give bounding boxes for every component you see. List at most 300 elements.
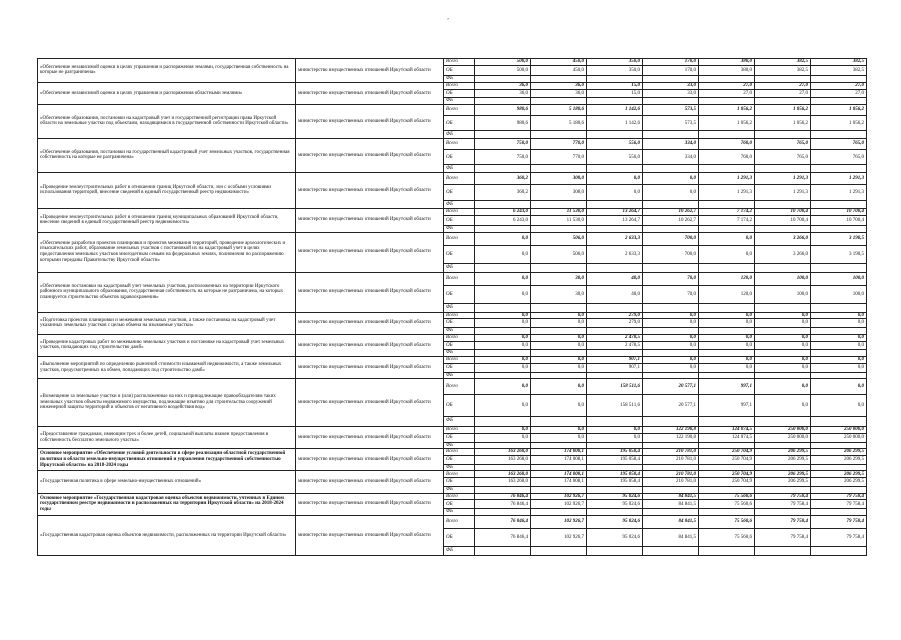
amount-cell: 0,0 xyxy=(699,319,755,328)
amount-cell: 40,0 xyxy=(587,286,643,304)
amount-cell: 163 268,0 xyxy=(475,478,531,487)
amount-cell: 27,0 xyxy=(755,89,811,98)
amount-cell xyxy=(531,76,587,83)
amount-cell xyxy=(475,487,531,494)
funding-source: ФБ xyxy=(444,416,475,427)
amount-cell: 100,0 xyxy=(811,272,867,286)
executor-cell: министерство имущественных отношений Иркутской области xyxy=(296,138,444,172)
amount-cell: 308,0 xyxy=(531,172,587,184)
amount-cell: 124 074,5 xyxy=(699,427,755,434)
amount-cell: 158 511,6 xyxy=(587,395,643,416)
amount-cell: 170,0 xyxy=(643,66,699,76)
amount-cell xyxy=(699,350,755,357)
funding-source: ОБ xyxy=(444,319,475,328)
amount-cell xyxy=(699,303,755,312)
amount-cell xyxy=(643,487,699,494)
amount-cell: 0,0 xyxy=(475,356,531,363)
executor-cell: министерство имущественных отношений Иркутской области xyxy=(296,82,444,104)
activity-name: «Проведение кадастровых работ по межеванию земельных участков и постановке на кадастровый учет земельных участков, попадающих под строительство дамб» xyxy=(38,334,296,356)
amount-cell: 360,2 xyxy=(475,185,531,201)
amount-cell: 0,0 xyxy=(475,232,531,246)
amount-cell: 0,0 xyxy=(587,427,643,434)
amount-cell: 206 299,5 xyxy=(755,478,811,487)
amount-cell: 765,0 xyxy=(755,138,811,150)
amount-cell: 0,0 xyxy=(475,341,531,350)
amount-cell xyxy=(531,131,587,138)
amount-cell: 573,5 xyxy=(643,104,699,116)
amount-cell: 163 268,0 xyxy=(475,456,531,465)
amount-cell: 308,0 xyxy=(531,185,587,201)
amount-cell xyxy=(587,509,643,516)
amount-cell: 206 299,5 xyxy=(811,456,867,465)
amount-cell: 360,2 xyxy=(475,172,531,184)
amount-cell: 84 841,5 xyxy=(643,529,699,547)
funding-source: ФБ xyxy=(444,328,475,335)
amount-cell: 95 024,6 xyxy=(587,515,643,529)
amount-cell xyxy=(587,131,643,138)
amount-cell xyxy=(643,547,699,556)
table-row xyxy=(38,59,867,66)
amount-cell xyxy=(643,372,699,379)
amount-cell: 33,0 xyxy=(643,89,699,98)
amount-cell xyxy=(811,76,867,83)
table-row xyxy=(38,379,867,395)
amount-cell xyxy=(531,303,587,312)
executor-cell: министерство имущественных отношений Иркутской области xyxy=(296,427,444,449)
amount-cell: 84 841,5 xyxy=(643,500,699,509)
amount-cell: 907,1 xyxy=(587,356,643,363)
amount-cell: 102 926,7 xyxy=(531,515,587,529)
amount-cell xyxy=(475,442,531,449)
amount-cell: 750,0 xyxy=(475,138,531,150)
amount-cell xyxy=(475,509,531,516)
amount-cell: 0,0 xyxy=(475,272,531,286)
amount-cell xyxy=(755,303,811,312)
activity-name: «Обеспечение разработки проектов планировки и проектов межевания территорий, проведение археологических и изыскательских работ, образование земельных участков с постановкой их на кадастровый учет в целях предоставления земельных участков многодетным семьям на федеральных землях, полномочия по распоряжению которыми переданы Правительству Иркутской области» xyxy=(38,232,296,272)
amount-cell xyxy=(755,200,811,208)
amount-cell: 0,0 xyxy=(531,319,587,328)
activity-name: «Возмещение за земельные участки и (или) расположенные на них и принадлежащие правообладателям таких земельных участков объекты недвижимого имущества, подлежащие изъятию для строительства сооружений инженерной защиты территорий и объектов от негативного воздействия вод» xyxy=(38,379,296,427)
amount-cell: 124 074,5 xyxy=(699,433,755,442)
amount-cell: 0,0 xyxy=(475,427,531,434)
amount-cell: 506,0 xyxy=(531,232,587,246)
amount-cell: 980,6 xyxy=(475,116,531,131)
amount-cell xyxy=(643,509,699,516)
amount-cell: 3 266,0 xyxy=(755,232,811,246)
amount-cell xyxy=(531,98,587,105)
amount-cell: 33,0 xyxy=(643,82,699,89)
amount-cell: 1 056,2 xyxy=(811,116,867,131)
page-mark: ’ xyxy=(447,18,449,24)
amount-cell: 5 180,6 xyxy=(531,104,587,116)
activity-name: «Обеспечение независимой оценки в целях управления и распоряжения областными землями» xyxy=(38,82,296,104)
amount-cell: 195 058,4 xyxy=(587,471,643,478)
amount-cell: 195 058,4 xyxy=(587,478,643,487)
funding-source: Всего xyxy=(444,208,475,215)
amount-cell xyxy=(475,76,531,83)
funding-source: ОБ xyxy=(444,456,475,465)
amount-cell: 334,0 xyxy=(643,150,699,165)
activity-name: «Проведение землеустроительных работ в отношении границ Иркутской области, зон с особыми условиями использования территорий, внесение сведений в единый государственный реестр недвижимости» xyxy=(38,172,296,208)
funding-source: ФБ xyxy=(444,442,475,449)
amount-cell: 1 291,3 xyxy=(755,185,811,201)
activity-name: Основное мероприятие «Государственная кадастровая оценка объектов недвижимости, учтенных в Едином государственном реестре недвижимости и расположенных на территории Иркутской области» на 2018-2024 годы xyxy=(38,493,296,515)
funding-source: ОБ xyxy=(444,341,475,350)
amount-cell: 250 704,9 xyxy=(699,478,755,487)
amount-cell: 382,5 xyxy=(811,59,867,66)
amount-cell: 2 478,5 xyxy=(587,334,643,341)
amount-cell xyxy=(587,547,643,556)
amount-cell: 0,0 xyxy=(643,334,699,341)
amount-cell: 1 291,3 xyxy=(811,185,867,201)
amount-cell xyxy=(811,98,867,105)
amount-cell: 350,0 xyxy=(587,66,643,76)
amount-cell: 380,0 xyxy=(699,59,755,66)
amount-cell: 1 056,2 xyxy=(811,104,867,116)
amount-cell: 0,0 xyxy=(811,379,867,395)
amount-cell: 210 781,0 xyxy=(643,471,699,478)
amount-cell xyxy=(587,416,643,427)
funding-source: ОБ xyxy=(444,286,475,304)
amount-cell: 0,0 xyxy=(531,433,587,442)
amount-cell: 279,0 xyxy=(587,319,643,328)
amount-cell: 0,0 xyxy=(475,246,531,264)
amount-cell: 79 758,4 xyxy=(755,529,811,547)
executor-cell: министерство имущественных отношений Иркутской области xyxy=(296,208,444,232)
amount-cell xyxy=(811,225,867,232)
amount-cell: 102 926,7 xyxy=(531,529,587,547)
table-row xyxy=(38,272,867,286)
funding-source: Всего xyxy=(444,515,475,529)
amount-cell xyxy=(475,131,531,138)
amount-cell: 210 781,0 xyxy=(643,478,699,487)
amount-cell: 36,0 xyxy=(475,82,531,89)
amount-cell xyxy=(475,225,531,232)
amount-cell: 0,0 xyxy=(811,341,867,350)
amount-cell xyxy=(755,547,811,556)
amount-cell xyxy=(811,131,867,138)
amount-cell: 76 846,4 xyxy=(475,493,531,500)
amount-cell: 997,1 xyxy=(699,395,755,416)
amount-cell: 997,1 xyxy=(699,379,755,395)
amount-cell: 0,0 xyxy=(643,356,699,363)
amount-cell xyxy=(699,547,755,556)
amount-cell xyxy=(531,328,587,335)
amount-cell xyxy=(587,350,643,357)
amount-cell xyxy=(475,98,531,105)
amount-cell xyxy=(811,303,867,312)
amount-cell: 75 560,6 xyxy=(699,500,755,509)
amount-cell: 210 781,0 xyxy=(643,456,699,465)
amount-cell: 76 846,4 xyxy=(475,529,531,547)
funding-source: ОБ xyxy=(444,363,475,372)
activity-name: «Проведение землеустроительных работ в отношении границ муниципальных образований Иркутской области, внесение сведений в единый государственный реестр недвижимости» xyxy=(38,208,296,232)
amount-cell xyxy=(755,442,811,449)
amount-cell xyxy=(587,442,643,449)
amount-cell: 120,0 xyxy=(699,272,755,286)
amount-cell: 13 264,7 xyxy=(587,216,643,226)
funding-source: ФБ xyxy=(444,487,475,494)
amount-cell: 0,0 xyxy=(475,379,531,395)
funding-source: ОБ xyxy=(444,529,475,547)
amount-cell xyxy=(643,98,699,105)
table-row xyxy=(38,82,867,89)
amount-cell xyxy=(531,464,587,471)
amount-cell: 0,0 xyxy=(755,334,811,341)
executor-cell: министерство имущественных отношений Иркутской области xyxy=(296,493,444,515)
amount-cell xyxy=(587,328,643,335)
executor-cell: министерство имущественных отношений Иркутской области xyxy=(296,272,444,312)
amount-cell: 27,0 xyxy=(699,89,755,98)
table-row xyxy=(38,334,867,341)
executor-cell: министерство имущественных отношений Иркутской области xyxy=(296,471,444,493)
amount-cell: 700,0 xyxy=(643,232,699,246)
amount-cell: 36,0 xyxy=(531,89,587,98)
amount-cell: 750,0 xyxy=(475,150,531,165)
amount-cell: 79 758,4 xyxy=(755,515,811,529)
table-row xyxy=(38,208,867,215)
amount-cell: 195 058,4 xyxy=(587,456,643,465)
amount-cell xyxy=(587,225,643,232)
funding-source: ОБ xyxy=(444,116,475,131)
activity-name: «Обеспечение образования, постановки на кадастровый учет и государственной регистрации права Иркутской области на земельные участки под объектами, находящимися в государственной собственности Иркутской области» xyxy=(38,104,296,138)
executor-cell: министерство имущественных отношений Иркутской области xyxy=(296,312,444,334)
amount-cell: 195 058,4 xyxy=(587,449,643,456)
amount-cell: 0,0 xyxy=(587,172,643,184)
amount-cell: 75 560,6 xyxy=(699,515,755,529)
amount-cell xyxy=(811,165,867,172)
funding-source: ФБ xyxy=(444,131,475,138)
amount-cell xyxy=(643,464,699,471)
amount-cell: 382,5 xyxy=(755,59,811,66)
amount-cell xyxy=(587,76,643,83)
amount-cell: 573,5 xyxy=(643,116,699,131)
amount-cell: 980,6 xyxy=(475,104,531,116)
amount-cell: 10 700,4 xyxy=(755,208,811,215)
amount-cell xyxy=(475,547,531,556)
activity-name: Основное мероприятие «Обеспечение условий деятельности в сфере реализации областной государственной политики в области земельно-имущественных отношений и управления государственной собственностью Иркутской области» на 2018-2024 годы xyxy=(38,449,296,471)
amount-cell xyxy=(587,98,643,105)
amount-cell: 30,0 xyxy=(531,272,587,286)
amount-cell: 250 000,0 xyxy=(755,433,811,442)
amount-cell: 11 530,0 xyxy=(531,216,587,226)
amount-cell xyxy=(755,464,811,471)
amount-cell: 500,0 xyxy=(475,59,531,66)
funding-source: Всего xyxy=(444,471,475,478)
amount-cell xyxy=(475,372,531,379)
amount-cell xyxy=(643,76,699,83)
amount-cell: 556,0 xyxy=(587,138,643,150)
amount-cell xyxy=(699,165,755,172)
amount-cell: 206 299,5 xyxy=(755,449,811,456)
amount-cell xyxy=(643,328,699,335)
amount-cell: 1 056,2 xyxy=(755,116,811,131)
table-row xyxy=(38,104,867,116)
amount-cell: 30,0 xyxy=(531,286,587,304)
amount-cell: 174 008,1 xyxy=(531,471,587,478)
amount-cell xyxy=(531,547,587,556)
amount-cell: 0,0 xyxy=(811,363,867,372)
amount-cell xyxy=(475,303,531,312)
amount-cell: 79 758,4 xyxy=(811,493,867,500)
amount-cell: 556,0 xyxy=(587,150,643,165)
amount-cell: 1 142,6 xyxy=(587,104,643,116)
amount-cell xyxy=(531,225,587,232)
amount-cell xyxy=(811,464,867,471)
amount-cell: 0,0 xyxy=(643,312,699,319)
amount-cell xyxy=(531,263,587,272)
amount-cell xyxy=(699,263,755,272)
amount-cell: 75 560,6 xyxy=(699,529,755,547)
amount-cell: 2 478,5 xyxy=(587,341,643,350)
amount-cell: 770,0 xyxy=(531,150,587,165)
amount-cell: 11 530,0 xyxy=(531,208,587,215)
amount-cell: 0,0 xyxy=(811,334,867,341)
funding-source: Всего xyxy=(444,82,475,89)
activity-name: «Предоставление гражданам, имеющим трех и более детей, социальной выплаты взамен предоставления в собственность бесплатно земельного участка» xyxy=(38,427,296,449)
amount-cell: 170,0 xyxy=(643,59,699,66)
executor-cell: министерство имущественных отношений Иркутской области xyxy=(296,356,444,378)
amount-cell: 0,0 xyxy=(475,286,531,304)
funding-source: ОБ xyxy=(444,216,475,226)
funding-source: ФБ xyxy=(444,165,475,172)
amount-cell: 0,0 xyxy=(699,341,755,350)
amount-cell: 0,0 xyxy=(531,427,587,434)
amount-cell: 382,5 xyxy=(811,66,867,76)
amount-cell: 0,0 xyxy=(643,319,699,328)
amount-cell: 122 190,8 xyxy=(643,433,699,442)
amount-cell: 0,0 xyxy=(475,312,531,319)
amount-cell: 163 268,0 xyxy=(475,471,531,478)
funding-source: ФБ xyxy=(444,350,475,357)
executor-cell: министерство имущественных отношений Иркутской области xyxy=(296,515,444,555)
amount-cell: 102 926,7 xyxy=(531,493,587,500)
amount-cell: 1 056,2 xyxy=(755,104,811,116)
funding-source: Всего xyxy=(444,138,475,150)
amount-cell: 0,0 xyxy=(587,433,643,442)
funding-source: ФБ xyxy=(444,547,475,556)
amount-cell: 0,0 xyxy=(531,356,587,363)
amount-cell: 6 243,0 xyxy=(475,208,531,215)
amount-cell xyxy=(811,442,867,449)
amount-cell: 79 758,4 xyxy=(811,529,867,547)
amount-cell xyxy=(755,328,811,335)
table-row xyxy=(38,449,867,456)
amount-cell: 122 190,8 xyxy=(643,427,699,434)
amount-cell: 206 299,5 xyxy=(811,449,867,456)
funding-source: ФБ xyxy=(444,263,475,272)
amount-cell: 0,0 xyxy=(531,379,587,395)
funding-source: ОБ xyxy=(444,478,475,487)
amount-cell: 250 000,0 xyxy=(811,427,867,434)
amount-cell xyxy=(811,328,867,335)
amount-cell: 279,0 xyxy=(587,312,643,319)
amount-cell xyxy=(755,487,811,494)
activity-name: «Обеспечение образования, постановки на государственный кадастровый учет земельных участков, государственная собственность на которые не разграничена» xyxy=(38,138,296,172)
funding-source: Всего xyxy=(444,356,475,363)
amount-cell: 0,0 xyxy=(475,433,531,442)
amount-cell: 76 846,4 xyxy=(475,515,531,529)
amount-cell xyxy=(699,442,755,449)
amount-cell xyxy=(643,165,699,172)
activity-name: «Выполнение мероприятий по определению рыночной стоимости изымаемой недвижимости, а также земельных участков, предусмотренных на обмен, попадающих под строительство дамб» xyxy=(38,356,296,378)
funding-source: ФБ xyxy=(444,372,475,379)
amount-cell xyxy=(755,165,811,172)
amount-cell xyxy=(699,328,755,335)
amount-cell: 334,0 xyxy=(643,138,699,150)
amount-cell: 10 262,7 xyxy=(643,216,699,226)
amount-cell xyxy=(811,372,867,379)
amount-cell: 0,0 xyxy=(531,312,587,319)
amount-cell: 3 266,0 xyxy=(755,246,811,264)
amount-cell xyxy=(755,98,811,105)
amount-cell: 5 180,6 xyxy=(531,116,587,131)
table-row xyxy=(38,515,867,529)
table-row xyxy=(38,427,867,434)
amount-cell xyxy=(811,487,867,494)
amount-cell: 95 024,6 xyxy=(587,493,643,500)
table-row xyxy=(38,356,867,363)
amount-cell xyxy=(811,547,867,556)
amount-cell: 13 264,7 xyxy=(587,208,643,215)
amount-cell xyxy=(475,350,531,357)
amount-cell xyxy=(699,225,755,232)
funding-source: Всего xyxy=(444,104,475,116)
amount-cell: 1 291,3 xyxy=(755,172,811,184)
funding-source: ОБ xyxy=(444,500,475,509)
amount-cell: 500,0 xyxy=(475,66,531,76)
amount-cell: 0,0 xyxy=(587,185,643,201)
amount-cell: 250 000,0 xyxy=(755,427,811,434)
table-row xyxy=(38,172,867,184)
amount-cell: 27,0 xyxy=(699,82,755,89)
amount-cell: 0,0 xyxy=(643,185,699,201)
amount-cell xyxy=(755,263,811,272)
amount-cell xyxy=(643,442,699,449)
amount-cell xyxy=(531,165,587,172)
funding-source: ФБ xyxy=(444,98,475,105)
amount-cell: 1 056,2 xyxy=(699,116,755,131)
amount-cell: 0,0 xyxy=(475,334,531,341)
amount-cell: 760,0 xyxy=(699,150,755,165)
amount-cell xyxy=(587,263,643,272)
amount-cell: 7 174,2 xyxy=(699,216,755,226)
amount-cell xyxy=(699,200,755,208)
amount-cell: 250 704,9 xyxy=(699,449,755,456)
amount-cell: 84 841,5 xyxy=(643,493,699,500)
amount-cell: 700,0 xyxy=(643,246,699,264)
amount-cell: 100,0 xyxy=(755,286,811,304)
funding-source: ФБ xyxy=(444,303,475,312)
amount-cell: 6 243,0 xyxy=(475,216,531,226)
amount-cell xyxy=(699,372,755,379)
amount-cell: 0,0 xyxy=(531,341,587,350)
amount-cell: 760,0 xyxy=(699,138,755,150)
amount-cell: 506,0 xyxy=(531,246,587,264)
amount-cell: 0,0 xyxy=(699,312,755,319)
funding-source: Всего xyxy=(444,312,475,319)
funding-source: Всего xyxy=(444,427,475,434)
amount-cell: 100,0 xyxy=(811,286,867,304)
funding-source: ФБ xyxy=(444,76,475,83)
amount-cell: 163 268,0 xyxy=(475,449,531,456)
amount-cell: 70,0 xyxy=(643,272,699,286)
amount-cell: 2 633,3 xyxy=(587,246,643,264)
amount-cell xyxy=(475,165,531,172)
amount-cell: 206 299,5 xyxy=(755,471,811,478)
funding-source: ФБ xyxy=(444,509,475,516)
amount-cell: 765,0 xyxy=(811,150,867,165)
